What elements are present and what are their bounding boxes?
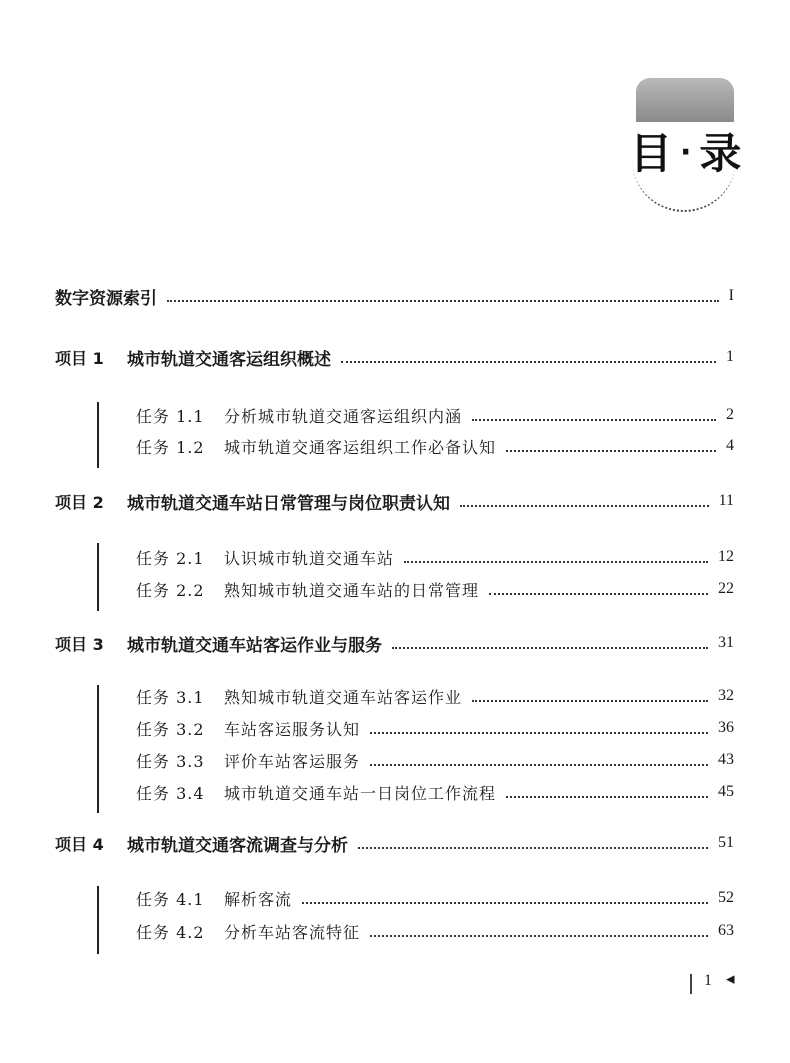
dot-leader — [506, 450, 716, 452]
task-title: 认识城市轨道交通车站 — [224, 548, 395, 568]
dot-leader — [358, 847, 708, 849]
dot-leader — [472, 419, 716, 421]
dot-leader — [392, 647, 708, 649]
entry-page: 22 — [718, 580, 734, 597]
entry-page: 32 — [718, 687, 734, 704]
dot-leader — [489, 593, 708, 595]
title-char-left: 目 — [630, 129, 675, 178]
entry-title: 数字资源索引 — [55, 288, 157, 309]
toc-entry-task[interactable] — [0, 542, 790, 572]
toc-entry-task[interactable] — [0, 681, 790, 711]
task-title: 城市轨道交通车站一日岗位工作流程 — [224, 783, 497, 803]
entry-page: 1 — [726, 348, 734, 365]
task-title: 分析城市轨道交通客运组织内涵 — [224, 406, 463, 426]
toc-entry-task[interactable] — [0, 745, 790, 775]
entry-page: 45 — [718, 783, 734, 800]
task-number: 任务 1.1 — [136, 406, 205, 426]
dot-leader — [370, 935, 708, 937]
title-dotted-arc — [632, 150, 736, 212]
entry-page: 52 — [718, 889, 734, 906]
task-title: 熟知城市轨道交通车站的日常管理 — [224, 580, 480, 600]
toc-entry-task[interactable] — [0, 713, 790, 743]
dot-leader — [341, 361, 716, 363]
toc-entry-project-2[interactable] — [0, 486, 790, 516]
dot-leader — [460, 505, 709, 507]
footer-page-number: 1 — [704, 972, 712, 989]
task-number: 任务 4.1 — [136, 889, 205, 909]
footer-arrow-icon: ◂ — [726, 969, 735, 989]
toc-entry-project-1[interactable] — [0, 342, 790, 372]
entry-page: 31 — [718, 634, 734, 651]
dot-leader — [472, 700, 708, 702]
entry-page: 63 — [718, 922, 734, 939]
title-char-right: 录 — [699, 129, 744, 178]
toc-entry-project-3[interactable] — [0, 628, 790, 658]
task-number: 任务 3.3 — [136, 751, 205, 771]
task-number: 任务 1.2 — [136, 437, 205, 457]
toc-entry-task[interactable] — [0, 883, 790, 913]
task-number: 任务 3.4 — [136, 783, 205, 803]
title-dot: · — [680, 135, 694, 170]
task-title: 评价车站客运服务 — [224, 751, 361, 771]
dot-leader — [370, 764, 708, 766]
dot-leader — [167, 300, 719, 302]
project-number: 项目 3 — [55, 634, 104, 654]
toc-entry-project-4[interactable] — [0, 828, 790, 858]
project-title: 城市轨道交通车站客运作业与服务 — [127, 635, 382, 656]
task-number: 任务 3.2 — [136, 719, 205, 739]
dot-leader — [404, 561, 708, 563]
project-title: 城市轨道交通客运组织概述 — [127, 349, 331, 370]
entry-page: I — [728, 287, 734, 304]
dot-leader — [506, 796, 708, 798]
task-title: 城市轨道交通客运组织工作必备认知 — [224, 437, 497, 457]
task-title: 车站客运服务认知 — [224, 719, 361, 739]
task-number: 任务 4.2 — [136, 922, 205, 942]
project-number: 项目 1 — [55, 348, 104, 368]
task-title: 分析车站客流特征 — [224, 922, 361, 942]
footer-divider — [690, 974, 692, 994]
project-title: 城市轨道交通车站日常管理与岗位职责认知 — [127, 493, 450, 514]
task-number: 任务 2.1 — [136, 548, 205, 568]
task-number: 任务 2.2 — [136, 580, 205, 600]
dot-leader — [370, 732, 708, 734]
task-title: 解析客流 — [224, 889, 293, 909]
toc-entry-task[interactable] — [0, 431, 790, 461]
entry-page: 2 — [726, 406, 734, 423]
dot-leader — [302, 902, 708, 904]
entry-page: 4 — [726, 437, 734, 454]
toc-entry-task[interactable] — [0, 777, 790, 807]
project-number: 项目 4 — [55, 834, 104, 854]
toc-entry-task[interactable] — [0, 916, 790, 946]
entry-page: 36 — [718, 719, 734, 736]
title-tab-decoration — [636, 78, 734, 122]
entry-page: 11 — [718, 492, 734, 509]
entry-page: 12 — [718, 548, 734, 565]
entry-page: 51 — [718, 834, 734, 851]
toc-entry-digital-index[interactable] — [0, 281, 790, 311]
task-title: 熟知城市轨道交通车站客运作业 — [224, 687, 463, 707]
project-number: 项目 2 — [55, 492, 104, 512]
project-title: 城市轨道交通客流调查与分析 — [127, 835, 348, 856]
entry-page: 43 — [718, 751, 734, 768]
toc-entry-task[interactable] — [0, 574, 790, 604]
task-number: 任务 3.1 — [136, 687, 205, 707]
toc-entry-task[interactable] — [0, 400, 790, 430]
